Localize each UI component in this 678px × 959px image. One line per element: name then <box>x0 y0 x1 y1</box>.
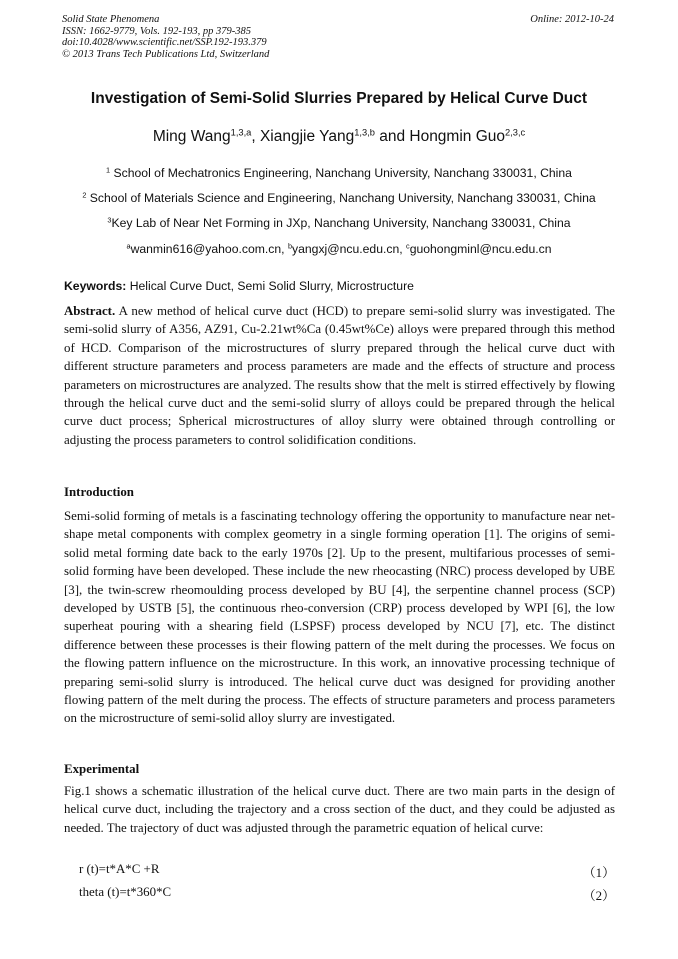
introduction-paragraph: Semi-solid forming of metals is a fascinating technology offering the opportunity to manufacture near net-shape metal components with complex geometry in a single forming operation [1]. The origins of semi-solid metal forming date back to the early 1970s [2]. Up to the present, multifarious processes of semi-solid forming have been developed. These include the new rheocasting (NRC) process developed by UBE [3], the twin-screw rheomoulding process developed by BU [4], the serpentine channel process (SCP) developed by USTB [5], the continuous rheo-conversion (CRP) process developed by WPI [6], the low superheat pouring with a shearing field (LSPSF) process developed by NCU [7], etc. The distinct difference between these processes is their flowing pattern of the melt during the processes. We focus on the flowing pattern influence on the microstructure. In this work, an innovative processing technique of preparing semi-solid slurry is introduced. The helical curve duct was designed for providing another flowing pattern of the melt during the process. The effects of structure parameters and process parameters on the microstructure of semi-solid alloy slurry are investigated. <box>64 509 615 726</box>
email-sup: c <box>406 241 410 251</box>
equation-2 <box>79 885 615 903</box>
equation-1 <box>79 862 615 880</box>
equation-expression: r (t)=t*A*C +R <box>79 862 160 876</box>
author-sep: and <box>374 128 410 145</box>
experimental-paragraph: Fig.1 shows a schematic illustration of the helical curve duct. There are two main parts in the design of helical curve duct, including the trajectory and a cross section of the duct, and they could be adjusted as needed. The trajectory of duct was adjusted through the parametric equation of helical curve: <box>64 784 615 835</box>
author-name: Hongmin Guo <box>409 128 506 145</box>
email-sup: b <box>287 241 293 251</box>
issn-line: ISSN: 1662-9779, Vols. 192-193, pp 379-385 <box>62 25 251 37</box>
journal-name: Solid State Phenomena <box>62 14 160 25</box>
affiliation-2 <box>0 191 678 205</box>
affiliation-text: School of Mechatronics Engineering, Nanchang University, Nanchang 330031, China <box>113 166 572 180</box>
copyright-line: © 2013 Trans Tech Publications Ltd, Switzerland <box>62 48 270 60</box>
affiliation-sup: 3 <box>107 215 112 225</box>
author-name: Ming Wang <box>152 128 231 145</box>
email-list <box>0 242 678 256</box>
doi-line: doi:10.4028/www.scientific.net/SSP.192-193.379 <box>62 37 267 48</box>
introduction-heading: Introduction <box>64 485 134 499</box>
author-list <box>0 128 678 146</box>
keywords-line <box>64 279 616 293</box>
author-sup: 1,3,b <box>354 127 375 138</box>
affiliation-sup: 1 <box>106 165 111 175</box>
email-address: wanmin616@yahoo.com.cn, <box>130 242 288 256</box>
email-address: guohongminl@ncu.edu.cn <box>409 242 552 256</box>
affiliation-text: Key Lab of Near Net Forming in JXp, Nanchang University, Nanchang 330031, China <box>111 216 571 230</box>
affiliation-text: School of Materials Science and Engineering, Nanchang University, Nanchang 330031, China <box>89 191 596 205</box>
author-name: Xiangjie Yang <box>259 128 355 145</box>
author-sup: 1,3,a <box>230 127 252 138</box>
affiliation-1 <box>0 166 678 180</box>
email-sup: a <box>126 241 131 251</box>
keywords-label: Keywords: <box>64 279 127 293</box>
abstract-label: Abstract. <box>64 304 116 318</box>
abstract-text: A new method of helical curve duct (HCD) to prepare semi-solid slurry was investigated. The semi-solid slurry of A356, AZ91, Cu-2.21wt%Ca (0.45wt%Ce) alloys were prepared through this method of HCD. Comparison of the microstructures of slurry prepared through the helical curve duct with different structure parameters and process parameters are made and the effects of structure and process parameters on microstructures are analyzed. The results show that the melt is stirred effectively by flowing through the helical curve duct and the semi-solid slurry of alloys could be prepared through the helical curve duct process; Spherical microstructures of alloy slurry were obtained through controlling or adjusting the process parameters to control solidification conditions. <box>64 304 615 447</box>
journal-header <box>62 14 269 60</box>
affiliation-sup: 2 <box>82 190 87 200</box>
equation-number: （2） <box>582 889 615 903</box>
keywords-text: Helical Curve Duct, Semi Solid Slurry, Microstructure <box>126 279 414 293</box>
equation-expression: theta (t)=t*360*C <box>79 885 172 899</box>
author-sep: , <box>251 128 260 145</box>
abstract-paragraph <box>64 302 615 449</box>
affiliation-3 <box>0 216 678 230</box>
author-sup: 2,3,c <box>505 127 526 138</box>
experimental-heading: Experimental <box>64 762 140 776</box>
online-date: Online: 2012-10-24 <box>530 14 614 25</box>
equation-number: （1） <box>582 866 615 880</box>
paper-title: Investigation of Semi-Solid Slurries Prepared by Helical Curve Duct <box>90 90 588 107</box>
email-address: yangxj@ncu.edu.cn, <box>292 242 407 256</box>
